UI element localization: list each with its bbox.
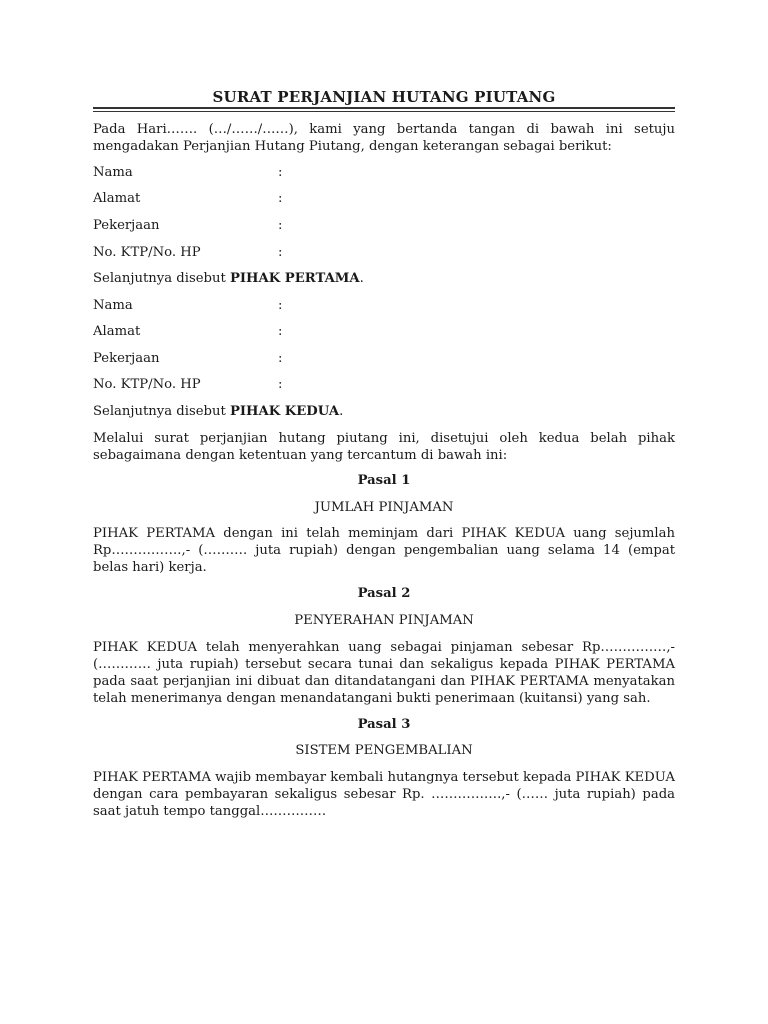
field-label: No. KTP/No. HP: [93, 377, 201, 392]
article-number: Pasal 2: [357, 586, 411, 601]
article-number: Pasal 1: [357, 473, 411, 488]
designation-prefix: Selanjutnya disebut: [93, 404, 230, 419]
intro-paragraph: Pada Hari……. (…/……/……), kami yang bertanda tangan di bawah ini setuju mengadakan Perjanjian Hutang Piutang, dengan keterangan sebagai berikut:: [93, 122, 675, 154]
party1-designation: [93, 270, 675, 287]
field-label: No. KTP/No. HP: [93, 245, 201, 260]
article-body: PIHAK PERTAMA wajib membayar kembali hutangnya tersebut kepada PIHAK KEDUA dengan cara pembayaran sekaligus sebesar Rp. …………….,- (…… juta rupiah) pada saat jatuh tempo tanggal……………: [93, 770, 675, 819]
article-subtitle: PENYERAHAN PINJAMAN: [294, 613, 474, 628]
document-title: SURAT PERJANJIAN HUTANG PIUTANG: [212, 88, 556, 106]
article-heading: [93, 585, 675, 602]
designation-suffix: .: [339, 404, 344, 419]
party2-field-row: [93, 297, 675, 314]
field-colon: :: [278, 298, 283, 313]
designation-party-name: PIHAK PERTAMA: [229, 271, 360, 286]
field-colon: :: [278, 245, 283, 260]
field-label: Alamat: [93, 324, 141, 339]
field-colon: :: [278, 218, 283, 233]
field-label: Nama: [93, 298, 133, 313]
party2-field-row: [93, 376, 675, 393]
party1-field-row: [93, 190, 675, 207]
article-body: PIHAK KEDUA telah menyerahkan uang sebagai pinjaman sebesar Rp……………,- (………… juta rupiah) tersebut secara tunai dan sekaligus kepada PIHAK PERTAMA pada saat perjanjian ini dibuat dan ditandatangani dan PIHAK PERTAMA menyatakan telah menerimanya dengan menandatangani bukti penerimaan (kuitansi) yang sah.: [93, 640, 675, 706]
party1-field-row: [93, 164, 675, 181]
designation-prefix: Selanjutnya disebut: [93, 271, 230, 286]
designation-party-name: PIHAK KEDUA: [229, 404, 340, 419]
designation-suffix: .: [359, 271, 364, 286]
field-label: Pekerjaan: [93, 351, 160, 366]
field-label: Alamat: [93, 191, 141, 206]
article-heading: [93, 716, 675, 733]
field-label: Nama: [93, 165, 133, 180]
party2-designation: [93, 403, 675, 420]
party1-field-row: [93, 217, 675, 234]
article-body: PIHAK PERTAMA dengan ini telah meminjam dari PIHAK KEDUA uang sejumlah Rp…………….,- (………. juta rupiah) dengan pengembalian uang selama 14 (empat belas hari) kerja.: [93, 526, 675, 575]
article-heading: [93, 472, 675, 489]
article-subtitle: SISTEM PENGEMBALIAN: [295, 743, 473, 758]
title-rule-thin: [93, 111, 675, 112]
party1-field-row: [93, 244, 675, 261]
title-rule-thick: [93, 107, 675, 109]
field-colon: :: [278, 165, 283, 180]
preamble-paragraph: Melalui surat perjanjian hutang piutang ini, disetujui oleh kedua belah pihak sebagaimana dengan ketentuan yang tercantum di bawah ini:: [93, 431, 675, 463]
party2-field-row: [93, 323, 675, 340]
field-colon: :: [278, 191, 283, 206]
field-label: Pekerjaan: [93, 218, 160, 233]
field-colon: :: [278, 351, 283, 366]
field-colon: :: [278, 377, 283, 392]
party2-field-row: [93, 350, 675, 367]
article-number: Pasal 3: [357, 717, 411, 732]
article-subtitle: JUMLAH PINJAMAN: [314, 500, 454, 515]
field-colon: :: [278, 324, 283, 339]
